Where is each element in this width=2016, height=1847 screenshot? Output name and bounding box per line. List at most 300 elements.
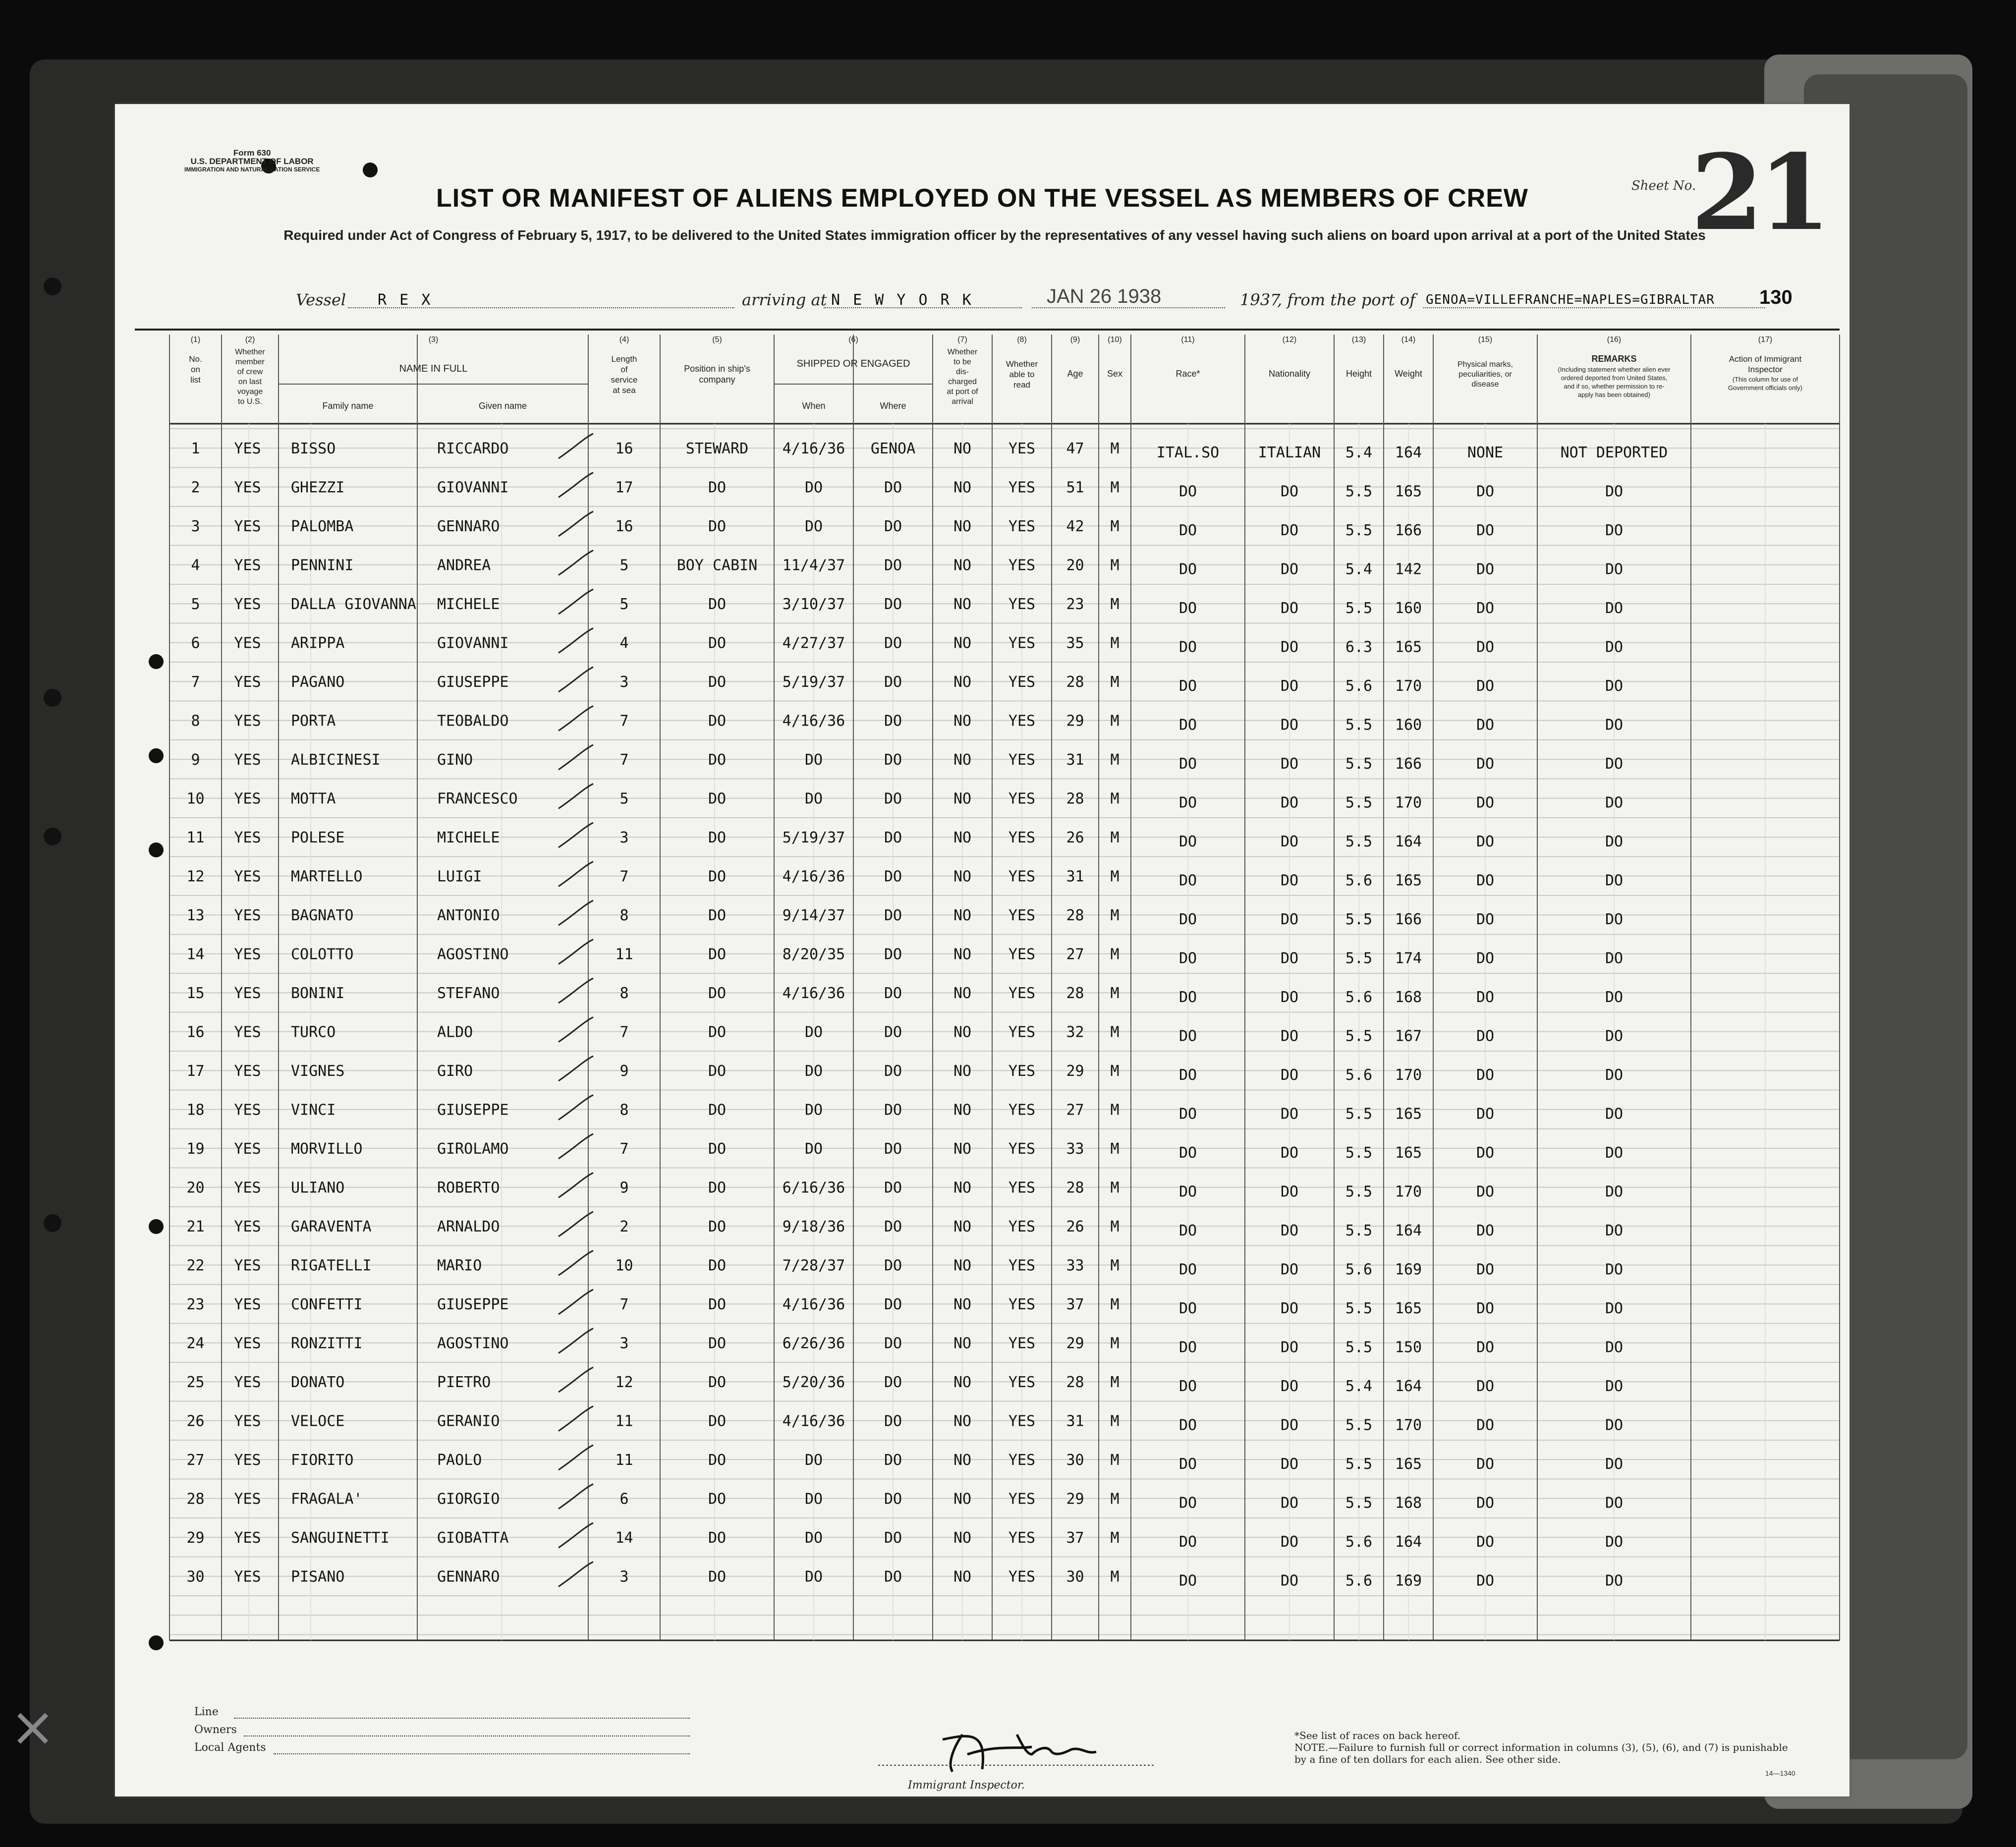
shipped-when: DO (804, 1452, 823, 1469)
position: DO (708, 946, 727, 963)
discharge-flag: NO (953, 985, 972, 1002)
column-header-service: of (620, 365, 628, 374)
discharge-flag: NO (953, 946, 972, 963)
can-read: YES (1008, 1296, 1036, 1313)
column-header-given-name: Given name (478, 401, 527, 411)
can-read: YES (1008, 1490, 1036, 1508)
physical-marks: DO (1476, 1572, 1495, 1590)
shipped-when: DO (804, 1529, 823, 1547)
family-name: BAGNATO (291, 907, 354, 924)
position: DO (708, 1568, 727, 1586)
table-row (186, 1406, 1623, 1434)
height: 5.5 (1345, 1494, 1373, 1512)
age: 37 (1066, 1529, 1084, 1547)
remarks: DO (1605, 638, 1624, 656)
nationality: DO (1280, 1066, 1299, 1084)
column-number: (8) (1017, 336, 1027, 344)
position: DO (708, 907, 727, 924)
discharge-flag: NO (953, 673, 972, 691)
crew-flag: YES (234, 1374, 261, 1391)
service-length: 8 (619, 1101, 629, 1119)
row-number: 2 (191, 479, 200, 497)
shipped-where: DO (884, 829, 902, 846)
column-header-physical: disease (1471, 380, 1499, 389)
remarks: DO (1605, 1378, 1624, 1395)
discharge-flag: NO (953, 1218, 972, 1235)
row-number: 3 (191, 518, 200, 535)
height: 5.5 (1345, 755, 1373, 773)
discharge-flag: NO (953, 440, 972, 457)
height: 5.5 (1345, 950, 1373, 967)
discharge-flag: NO (953, 557, 972, 574)
race: DO (1178, 1416, 1197, 1434)
remarks: DO (1605, 911, 1624, 928)
discharge-flag: NO (953, 868, 972, 886)
given-name: PIETRO (437, 1374, 491, 1391)
column-header-when: When (802, 401, 826, 411)
can-read: YES (1008, 868, 1036, 886)
weight: 164 (1395, 833, 1422, 850)
fine-note: NOTE.—Failure to furnish full or correct information in columns (3), (5), (6), and (7) is punishable by a fine of ten dollars for each alien. See other side. (1294, 1741, 1788, 1765)
column-header-position: company (699, 375, 735, 385)
height: 5.5 (1345, 1105, 1373, 1123)
family-name: PAGANO (291, 673, 345, 691)
weight: 166 (1395, 522, 1422, 539)
nationality: DO (1280, 950, 1299, 967)
inspector-label: Immigrant Inspector. (908, 1779, 1025, 1791)
races-note: *See list of races on back hereof. (1294, 1730, 1461, 1741)
discharge-flag: NO (953, 1179, 972, 1197)
position: DO (708, 1257, 727, 1275)
table-row (186, 1017, 1623, 1045)
row-number: 4 (191, 557, 200, 574)
can-read: YES (1008, 829, 1036, 846)
table-row (186, 1289, 1623, 1317)
physical-marks: DO (1476, 522, 1495, 539)
shipped-when: 4/16/36 (782, 1412, 845, 1430)
remarks: DO (1605, 1027, 1624, 1045)
sex: M (1110, 712, 1120, 730)
shipped-where: DO (884, 1296, 902, 1313)
row-number: 10 (186, 790, 205, 808)
race: DO (1178, 1183, 1197, 1201)
shipped-when: 4/16/36 (782, 440, 845, 457)
shipped-where: DO (884, 1140, 902, 1158)
table-row (186, 1134, 1623, 1162)
race: DO (1178, 1027, 1197, 1045)
weight: 165 (1395, 1105, 1422, 1123)
sex: M (1110, 1490, 1120, 1508)
race: DO (1178, 1144, 1197, 1162)
remarks: DO (1605, 833, 1624, 850)
column-header-number: on (191, 365, 200, 374)
can-read: YES (1008, 1335, 1036, 1352)
remarks: NOT DEPORTED (1560, 444, 1668, 461)
binder-hole (44, 278, 61, 295)
column-number: (11) (1181, 336, 1195, 344)
nationality: DO (1280, 638, 1299, 656)
height: 5.5 (1345, 716, 1373, 734)
service-length: 6 (619, 1490, 629, 1508)
height: 5.5 (1345, 833, 1373, 850)
discharge-flag: NO (953, 790, 972, 808)
physical-marks: DO (1476, 794, 1495, 812)
age: 35 (1066, 634, 1084, 652)
position: DO (708, 868, 727, 886)
service-length: 17 (615, 479, 633, 497)
physical-marks: DO (1476, 638, 1495, 656)
shipped-where: DO (884, 712, 902, 730)
service-length: 5 (619, 557, 629, 574)
column-header-service: service (611, 375, 638, 385)
row-number: 16 (186, 1023, 205, 1041)
nationality: DO (1280, 1378, 1299, 1395)
shipped-where: DO (884, 479, 902, 497)
position: DO (708, 673, 727, 691)
agents-field (274, 1753, 690, 1754)
crew-flag: YES (234, 1218, 261, 1235)
can-read: YES (1008, 1063, 1036, 1080)
shipped-when: 8/20/35 (782, 946, 845, 963)
crew-flag: YES (234, 985, 261, 1002)
column-number: (3) (428, 336, 439, 344)
physical-marks: DO (1476, 1339, 1495, 1356)
discharge-flag: NO (953, 1296, 972, 1313)
sex: M (1110, 673, 1120, 691)
position: DO (708, 1374, 727, 1391)
crew-flag: YES (234, 1257, 261, 1275)
shipped-when: 5/19/37 (782, 829, 845, 846)
given-name: MICHELE (437, 596, 500, 613)
given-name: GIROLAMO (437, 1140, 509, 1158)
can-read: YES (1008, 596, 1036, 613)
weight: 170 (1395, 1066, 1422, 1084)
nationality: DO (1280, 989, 1299, 1006)
column-header-action-note: (This column for use of (1732, 376, 1798, 383)
column-header-discharged: charged (948, 378, 977, 386)
race: DO (1178, 794, 1197, 812)
given-name: MARIO (437, 1257, 482, 1275)
age: 28 (1066, 1374, 1084, 1391)
given-name: GIOVANNI (437, 634, 509, 652)
crew-flag: YES (234, 751, 261, 769)
crew-flag: YES (234, 1023, 261, 1041)
crew-flag: YES (234, 712, 261, 730)
given-name: AGOSTINO (437, 1335, 509, 1352)
service-length: 7 (619, 1023, 629, 1041)
shipped-when: 4/16/36 (782, 712, 845, 730)
physical-marks: DO (1476, 989, 1495, 1006)
discharge-flag: NO (953, 829, 972, 846)
can-read: YES (1008, 985, 1036, 1002)
weight: 170 (1395, 794, 1422, 812)
remarks: DO (1605, 522, 1624, 539)
crew-flag: YES (234, 557, 261, 574)
discharge-flag: NO (953, 712, 972, 730)
row-number: 21 (186, 1218, 205, 1235)
remarks: DO (1605, 950, 1624, 967)
column-header-remarks-note: apply has been obtained) (1577, 391, 1651, 398)
given-name: TEOBALDO (437, 712, 509, 730)
family-name: MORVILLO (291, 1140, 363, 1158)
sex: M (1110, 907, 1120, 924)
shipped-where: DO (884, 1412, 902, 1430)
corner-mark: × (10, 1695, 56, 1758)
arrival-port: N E W Y O R K (831, 291, 973, 309)
race: DO (1178, 1378, 1197, 1395)
race: DO (1178, 1455, 1197, 1473)
given-name: ANTONIO (437, 907, 500, 924)
position: DO (708, 1490, 727, 1508)
row-number: 19 (186, 1140, 205, 1158)
family-name: POLESE (291, 829, 345, 846)
age: 29 (1066, 1335, 1084, 1352)
weight: 170 (1395, 1183, 1422, 1201)
nationality: DO (1280, 716, 1299, 734)
position: DO (708, 829, 727, 846)
height: 5.5 (1345, 911, 1373, 928)
position: DO (708, 1140, 727, 1158)
weight: 166 (1395, 911, 1422, 928)
weight: 165 (1395, 638, 1422, 656)
family-name: BONINI (291, 985, 345, 1002)
physical-marks: DO (1476, 677, 1495, 695)
remarks: DO (1605, 1416, 1624, 1434)
race: DO (1178, 989, 1197, 1006)
weight: 174 (1395, 950, 1422, 967)
column-number: (2) (245, 336, 255, 344)
position: DO (708, 1529, 727, 1547)
row-number: 1 (191, 440, 200, 457)
remarks: DO (1605, 483, 1624, 501)
can-read: YES (1008, 790, 1036, 808)
column-header-crew: of crew (237, 368, 263, 376)
weight: 169 (1395, 1261, 1422, 1279)
sex: M (1110, 985, 1120, 1002)
table-row (186, 862, 1623, 890)
owners-label: Owners (194, 1724, 237, 1736)
race: DO (1178, 1066, 1197, 1084)
height: 5.5 (1345, 522, 1373, 539)
service-length: 16 (615, 440, 633, 457)
service-length: 3 (619, 829, 629, 846)
discharge-flag: NO (953, 1374, 972, 1391)
shipped-when: 4/16/36 (782, 1296, 845, 1313)
shipped-when: 9/14/37 (782, 907, 845, 924)
age: 28 (1066, 673, 1084, 691)
age: 30 (1066, 1452, 1084, 1469)
race: DO (1178, 755, 1197, 773)
column-header-race: Race* (1176, 369, 1200, 379)
table-row (186, 823, 1623, 850)
age: 31 (1066, 1412, 1084, 1430)
given-name: GENNARO (437, 1568, 500, 1586)
sex: M (1110, 1335, 1120, 1352)
crew-flag: YES (234, 1063, 261, 1080)
can-read: YES (1008, 440, 1036, 457)
race: DO (1178, 716, 1197, 734)
sex: M (1110, 1218, 1120, 1235)
given-name: GIUSEPPE (437, 1101, 509, 1119)
physical-marks: DO (1476, 1066, 1495, 1084)
discharge-flag: NO (953, 1257, 972, 1275)
nationality: DO (1280, 1416, 1299, 1434)
shipped-when: DO (804, 1140, 823, 1158)
shipped-when: 11/4/37 (782, 557, 845, 574)
given-name: FRANCESCO (437, 790, 518, 808)
family-name: RONZITTI (291, 1335, 363, 1352)
nationality: DO (1280, 1572, 1299, 1590)
table-row (186, 940, 1623, 967)
physical-marks: DO (1476, 755, 1495, 773)
weight: 168 (1395, 989, 1422, 1006)
race: DO (1178, 1105, 1197, 1123)
weight: 160 (1395, 600, 1422, 617)
owners-field (244, 1735, 690, 1736)
can-read: YES (1008, 907, 1036, 924)
row-number: 29 (186, 1529, 205, 1547)
family-name: CONFETTI (291, 1296, 363, 1313)
sex: M (1110, 596, 1120, 613)
remarks: DO (1605, 755, 1624, 773)
service-length: 9 (619, 1063, 629, 1080)
vessel-label: Vessel (296, 290, 346, 309)
crew-flag: YES (234, 1490, 261, 1508)
race: DO (1178, 522, 1197, 539)
column-number: (1) (190, 336, 201, 344)
physical-marks: DO (1476, 1222, 1495, 1239)
column-header-family-name: Family name (322, 401, 374, 411)
remarks: DO (1605, 1261, 1624, 1279)
weight: 165 (1395, 872, 1422, 890)
remarks: DO (1605, 1339, 1624, 1356)
crew-flag: YES (234, 1179, 261, 1197)
age: 33 (1066, 1140, 1084, 1158)
can-read: YES (1008, 751, 1036, 769)
shipped-when: DO (804, 790, 823, 808)
age: 26 (1066, 1218, 1084, 1235)
service-length: 9 (619, 1179, 629, 1197)
column-number: (4) (619, 336, 629, 344)
can-read: YES (1008, 518, 1036, 535)
height: 5.6 (1345, 1533, 1373, 1551)
column-header-remarks: REMARKS (1591, 354, 1637, 364)
family-name: DONATO (291, 1374, 345, 1391)
race: DO (1178, 950, 1197, 967)
service-length: 2 (619, 1218, 629, 1235)
age: 47 (1066, 440, 1084, 457)
discharge-flag: NO (953, 479, 972, 497)
can-read: YES (1008, 479, 1036, 497)
nationality: DO (1280, 1183, 1299, 1201)
family-name: DALLA GIOVANNA (291, 596, 416, 613)
discharge-flag: NO (953, 1063, 972, 1080)
nationality: ITALIAN (1258, 444, 1321, 461)
binder-hole (363, 163, 378, 177)
age: 27 (1066, 1101, 1084, 1119)
shipped-where: DO (884, 1063, 902, 1080)
given-name: ANDREA (437, 557, 491, 574)
family-name: ALBICINESI (291, 751, 381, 769)
age: 23 (1066, 596, 1084, 613)
table-row (186, 1173, 1623, 1201)
binder-hole (44, 1214, 61, 1232)
can-read: YES (1008, 1374, 1036, 1391)
position: DO (708, 634, 727, 652)
table-row (186, 1212, 1623, 1239)
height: 5.4 (1345, 1378, 1373, 1395)
height: 5.4 (1345, 560, 1373, 578)
race: DO (1178, 638, 1197, 656)
height: 5.5 (1345, 1144, 1373, 1162)
age: 42 (1066, 518, 1084, 535)
shipped-where: DO (884, 1023, 902, 1041)
remarks: DO (1605, 1300, 1624, 1317)
column-header-action: Inspector (1748, 365, 1783, 374)
column-header-service: Length (611, 354, 637, 364)
column-header-action-note: Government officials only) (1728, 384, 1803, 392)
race: DO (1178, 1222, 1197, 1239)
column-header-physical: peculiarities, or (1458, 370, 1512, 379)
position: DO (708, 1179, 727, 1197)
shipped-where: DO (884, 1218, 902, 1235)
row-number: 27 (186, 1452, 205, 1469)
weight: 160 (1395, 716, 1422, 734)
weight: 169 (1395, 1572, 1422, 1590)
can-read: YES (1008, 1257, 1036, 1275)
service-length: 12 (615, 1374, 633, 1391)
nationality: DO (1280, 1533, 1299, 1551)
column-header-sex: Sex (1107, 369, 1123, 379)
physical-marks: DO (1476, 1105, 1495, 1123)
shipped-where: DO (884, 751, 902, 769)
crew-flag: YES (234, 1568, 261, 1586)
service-length: 10 (615, 1257, 633, 1275)
discharge-flag: NO (953, 1335, 972, 1352)
crew-flag: YES (234, 829, 261, 846)
row-number: 17 (186, 1063, 205, 1080)
physical-marks: DO (1476, 483, 1495, 501)
nationality: DO (1280, 833, 1299, 850)
column-number: (14) (1401, 336, 1416, 344)
column-header-name: NAME IN FULL (399, 363, 468, 374)
discharge-flag: NO (953, 1529, 972, 1547)
year: 1937 (1240, 290, 1281, 309)
family-name: VINCI (291, 1101, 336, 1119)
family-name: MARTELLO (291, 868, 363, 886)
crew-flag: YES (234, 1140, 261, 1158)
physical-marks: DO (1476, 911, 1495, 928)
position: DO (708, 790, 727, 808)
nationality: DO (1280, 522, 1299, 539)
crew-flag: YES (234, 673, 261, 691)
position: DO (708, 1452, 727, 1469)
row-number: 30 (186, 1568, 205, 1586)
height: 6.3 (1345, 638, 1373, 656)
discharge-flag: NO (953, 1412, 972, 1430)
remarks: DO (1605, 1572, 1624, 1590)
position: DO (708, 985, 727, 1002)
row-number: 26 (186, 1412, 205, 1430)
bureau-name: IMMIGRATION AND NATURALIZATION SERVICE (184, 166, 320, 173)
service-length: 7 (619, 1296, 629, 1313)
row-number: 5 (191, 596, 200, 613)
vessel-name: R E X (378, 291, 433, 309)
sex: M (1110, 1452, 1120, 1469)
voyage-line (115, 285, 1849, 313)
row-number: 28 (186, 1490, 205, 1508)
shipped-where: DO (884, 673, 902, 691)
